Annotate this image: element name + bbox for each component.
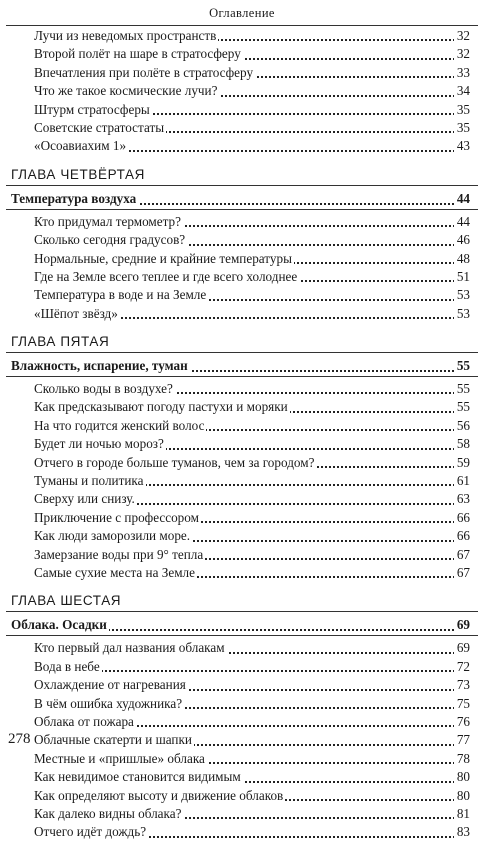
- toc-entry: [34, 823, 470, 841]
- toc-entry: [34, 509, 470, 527]
- toc-entry-page: 81: [454, 805, 470, 823]
- chapter-rule: [6, 611, 478, 612]
- toc-entry-title: Облака от пожара: [34, 713, 134, 729]
- toc-entry-page: 66: [454, 509, 470, 527]
- toc-entry: [34, 231, 470, 249]
- toc-entry: [34, 768, 470, 786]
- toc-entry-title: Сколько сегодня градусов?: [34, 232, 186, 248]
- toc-entry-title: Лучи из неведомых пространств: [34, 28, 217, 43]
- toc-entry-page: 55: [454, 398, 470, 416]
- section-rule: [6, 635, 478, 636]
- toc-entry-page: 53: [454, 305, 470, 323]
- toc-entry: [34, 119, 470, 137]
- toc-entry: [34, 268, 470, 286]
- toc-entry-page: 55: [454, 356, 470, 376]
- toc-entry-title: Отчего в городе больше туманов, чем за городом?: [34, 454, 315, 470]
- toc-entry-page: 73: [454, 676, 470, 694]
- toc-entry-page: 48: [454, 250, 470, 268]
- toc-entry-page: 43: [454, 137, 470, 155]
- toc-entry: [34, 101, 470, 119]
- toc-entry-page: 69: [454, 639, 470, 657]
- toc-entry-title: Влажность, испарение, туман: [11, 358, 188, 374]
- toc-entry-title: Охлаждение от нагревания: [34, 677, 186, 693]
- toc-entry: [34, 286, 470, 304]
- toc-entry-title: Как невидимое становится видимым: [34, 769, 241, 785]
- toc-entry: [34, 787, 470, 805]
- toc-entry: [34, 380, 470, 398]
- toc-entry-page: 46: [454, 231, 470, 249]
- toc-entry-page: 83: [454, 823, 470, 841]
- toc-entry-title: Самые сухие места на Земле: [34, 564, 195, 580]
- toc-entry-title: Отчего идёт дождь?: [34, 824, 147, 840]
- chapter-rule: [6, 185, 478, 186]
- toc-entry: [34, 64, 470, 82]
- toc-entry-title: «Шёпот звёзд»: [34, 305, 118, 321]
- toc-entry-title: Сколько воды в воздухе?: [34, 381, 173, 397]
- toc-entry-page: 59: [454, 454, 470, 472]
- toc-entry-title: Впечатления при полёте в стратосферу: [34, 64, 254, 80]
- toc-entry: [34, 713, 470, 731]
- toc-entry-title: Облачные скатерти и шапки: [34, 732, 192, 748]
- toc-entry: [34, 750, 470, 768]
- toc-entry-title: Нормальные, средние и крайние температуры: [34, 250, 292, 266]
- toc-entry: [34, 435, 470, 453]
- toc-entry-page: 67: [454, 564, 470, 582]
- toc-entry-title: Приключение с профессором: [34, 509, 199, 525]
- toc-entry: [34, 564, 470, 582]
- toc-entry-page: 67: [454, 546, 470, 564]
- toc-entry-page: 61: [454, 472, 470, 490]
- toc-entry-page: 33: [454, 64, 470, 82]
- header-rule: [6, 25, 478, 26]
- toc-entry-title: Советские стратостаты: [34, 119, 165, 135]
- toc-entry-page: 34: [454, 82, 470, 100]
- toc-entry: [34, 82, 470, 100]
- toc-entry: [34, 695, 470, 713]
- toc-entry: [34, 731, 470, 749]
- toc-entry-title: Сверху или снизу.: [34, 491, 135, 507]
- toc-entry-page: 77: [454, 731, 470, 749]
- toc-entry-title: Будет ли ночью мороз?: [34, 436, 164, 452]
- toc-entry: [34, 250, 470, 268]
- section-rule: [6, 376, 478, 377]
- toc-entry: [34, 639, 470, 657]
- toc-entry-title: Как предсказывают погоду пастухи и моряки: [34, 399, 288, 415]
- toc-entry: [34, 398, 470, 416]
- toc-entry-title: Температура воздуха: [11, 190, 137, 206]
- toc-entry-page: 44: [454, 213, 470, 231]
- toc-entry: [34, 546, 470, 564]
- chapter-heading: ГЛАВА ШЕСТАЯ: [11, 593, 122, 609]
- toc-entry: [34, 45, 470, 63]
- toc-section: [11, 189, 470, 209]
- toc-entry-page: 32: [454, 27, 470, 45]
- toc-entry-page: 80: [454, 787, 470, 805]
- toc-entry-page: 32: [454, 45, 470, 63]
- toc-entry-title: На что годится женский волос: [34, 417, 205, 433]
- table-of-contents: [0, 27, 484, 842]
- toc-entry-page: 58: [454, 435, 470, 453]
- toc-entry-title: Туманы и политика: [34, 473, 144, 489]
- toc-section: [11, 615, 470, 635]
- toc-entry-title: Облака. Осадки: [11, 617, 107, 633]
- section-rule: [6, 209, 478, 210]
- chapter-heading: ГЛАВА ПЯТАЯ: [11, 334, 110, 350]
- toc-entry-title: Замерзание воды при 9° тепла: [34, 546, 204, 562]
- toc-entry-page: 55: [454, 380, 470, 398]
- toc-entry-page: 53: [454, 286, 470, 304]
- toc-entry-title: Температура в воде и на Земле: [34, 287, 207, 303]
- page-number: 278: [8, 731, 31, 747]
- toc-entry-page: 69: [454, 615, 470, 635]
- toc-entry: [34, 490, 470, 508]
- toc-entry-page: 72: [454, 658, 470, 676]
- toc-entry-page: 63: [454, 490, 470, 508]
- toc-entry-page: 51: [454, 268, 470, 286]
- toc-entry-title: Штурм стратосферы: [34, 101, 150, 117]
- toc-entry-title: Как определяют высоту и движение облаков: [34, 787, 284, 803]
- toc-entry: [34, 213, 470, 231]
- toc-entry-title: Вода в небе: [34, 658, 100, 674]
- running-header: Оглавление: [209, 6, 275, 20]
- toc-entry: [34, 658, 470, 676]
- toc-entry-title: Кто придумал термометр?: [34, 213, 181, 229]
- toc-entry: [34, 454, 470, 472]
- toc-entry: [34, 137, 470, 155]
- toc-entry: [34, 676, 470, 694]
- toc-entry-page: 35: [454, 101, 470, 119]
- toc-entry-page: 76: [454, 713, 470, 731]
- toc-entry-title: В чём ошибка художника?: [34, 695, 183, 711]
- toc-entry: [34, 417, 470, 435]
- toc-entry-page: 66: [454, 527, 470, 545]
- toc-entry-page: 35: [454, 119, 470, 137]
- toc-entry: [34, 27, 470, 45]
- toc-entry-page: 80: [454, 768, 470, 786]
- toc-entry-page: 75: [454, 695, 470, 713]
- toc-entry-title: «Осоавиахим 1»: [34, 138, 127, 154]
- toc-entry-page: 78: [454, 750, 470, 768]
- toc-entry-title: Кто первый дал названия облакам: [34, 640, 225, 656]
- chapter-rule: [6, 352, 478, 353]
- toc-entry: [34, 527, 470, 545]
- toc-entry: [34, 472, 470, 490]
- toc-entry: [34, 805, 470, 823]
- toc-entry-page: 56: [454, 417, 470, 435]
- toc-entry: [34, 305, 470, 323]
- toc-entry-title: Второй полёт на шаре в стратосферу: [34, 46, 241, 62]
- chapter-heading: ГЛАВА ЧЕТВЁРТАЯ: [11, 166, 145, 182]
- toc-entry-title: Где на Земле всего теплее и где всего холоднее: [34, 268, 298, 284]
- toc-entry-page: 44: [454, 189, 470, 209]
- toc-entry-title: Местные и «пришлые» облака: [34, 750, 205, 766]
- toc-entry-title: Как люди заморозили море.: [34, 528, 191, 544]
- toc-section: [11, 356, 470, 376]
- toc-entry-title: Как далеко видны облака?: [34, 805, 182, 821]
- toc-entry-title: Что же такое космические лучи?: [34, 83, 218, 99]
